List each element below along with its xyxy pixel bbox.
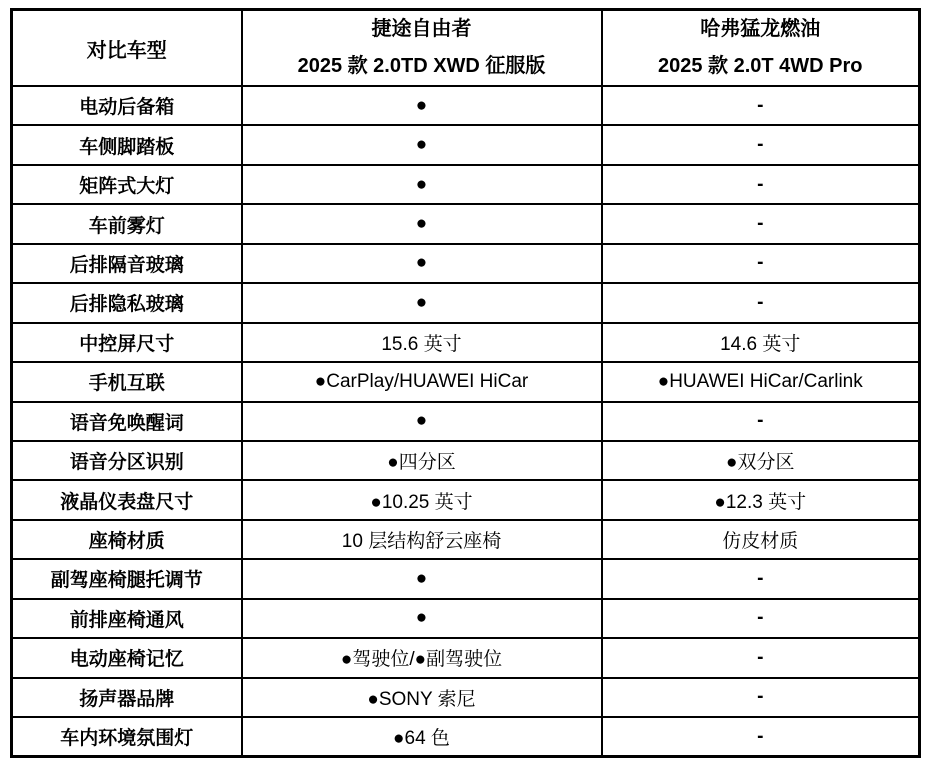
feature-label: 液晶仪表盘尺寸 xyxy=(12,480,242,519)
haval-value: - xyxy=(602,204,920,243)
feature-label: 语音分区识别 xyxy=(12,441,242,480)
jetour-value: ●SONY 索尼 xyxy=(242,678,602,717)
table-row-front-seat-ventilation xyxy=(12,599,920,638)
table-row-ambient-lighting xyxy=(12,717,920,757)
jetour-value: 10 层结构舒云座椅 xyxy=(242,520,602,559)
feature-label: 前排座椅通风 xyxy=(12,599,242,638)
table-row-instrument-cluster-size xyxy=(12,480,920,519)
haval-value: - xyxy=(602,717,920,757)
jetour-value: ● xyxy=(242,402,602,441)
jetour-value: ● xyxy=(242,559,602,598)
haval-model-name: 哈弗猛龙燃油 xyxy=(700,18,821,40)
header-jetour xyxy=(242,10,602,87)
table-row-phone-connectivity xyxy=(12,362,920,401)
feature-label: 矩阵式大灯 xyxy=(12,165,242,204)
feature-label: 车前雾灯 xyxy=(12,204,242,243)
feature-label: 副驾座椅腿托调节 xyxy=(12,559,242,598)
jetour-value: 15.6 英寸 xyxy=(242,323,602,362)
jetour-value: ● xyxy=(242,283,602,322)
jetour-value: ● xyxy=(242,244,602,283)
haval-value: ●12.3 英寸 xyxy=(602,480,920,519)
feature-label: 语音免唤醒词 xyxy=(12,402,242,441)
haval-value: - xyxy=(602,638,920,677)
table-row-passenger-legrest xyxy=(12,559,920,598)
table-row-rear-privacy-glass xyxy=(12,283,920,322)
jetour-model-name: 捷途自由者 xyxy=(371,18,472,40)
feature-label: 中控屏尺寸 xyxy=(12,323,242,362)
table-row-side-steps xyxy=(12,125,920,164)
feature-label: 扬声器品牌 xyxy=(12,678,242,717)
table-row-front-fog-lights xyxy=(12,204,920,243)
jetour-value: ●CarPlay/HUAWEI HiCar xyxy=(242,362,602,401)
haval-value: - xyxy=(602,678,920,717)
haval-value: - xyxy=(602,244,920,283)
table-row-seat-material xyxy=(12,520,920,559)
header-compare-models: 对比车型 xyxy=(12,10,242,87)
feature-label: 车内环境氛围灯 xyxy=(12,717,242,757)
jetour-value: ●10.25 英寸 xyxy=(242,480,602,519)
jetour-value: ●64 色 xyxy=(242,717,602,757)
feature-label: 后排隐私玻璃 xyxy=(12,283,242,322)
haval-value: - xyxy=(602,283,920,322)
haval-value: - xyxy=(602,559,920,598)
haval-value: ●双分区 xyxy=(602,441,920,480)
car-comparison-table xyxy=(10,8,921,758)
table-row-electric-tailgate xyxy=(12,86,920,125)
haval-value: 14.6 英寸 xyxy=(602,323,920,362)
table-row-power-seat-memory xyxy=(12,638,920,677)
jetour-value: ●四分区 xyxy=(242,441,602,480)
table-row-voice-zone-recognition xyxy=(12,441,920,480)
jetour-value: ● xyxy=(242,204,602,243)
table-row-matrix-headlights xyxy=(12,165,920,204)
feature-label: 手机互联 xyxy=(12,362,242,401)
table-row-wake-word-free-voice xyxy=(12,402,920,441)
jetour-value: ● xyxy=(242,86,602,125)
haval-trim-name: 2025 款 2.0T 4WD Pro xyxy=(657,55,863,77)
jetour-value: ● xyxy=(242,599,602,638)
haval-value: 仿皮材质 xyxy=(602,520,920,559)
jetour-value: ●驾驶位/●副驾驶位 xyxy=(242,638,602,677)
header-haval xyxy=(602,10,920,87)
jetour-value: ● xyxy=(242,165,602,204)
feature-label: 座椅材质 xyxy=(12,520,242,559)
jetour-trim-name: 2025 款 2.0TD XWD 征服版 xyxy=(297,55,546,77)
haval-value: ●HUAWEI HiCar/Carlink xyxy=(602,362,920,401)
feature-label: 后排隔音玻璃 xyxy=(12,244,242,283)
table-row-center-screen-size xyxy=(12,323,920,362)
haval-value: - xyxy=(602,125,920,164)
haval-value: - xyxy=(602,86,920,125)
feature-label: 电动座椅记忆 xyxy=(12,638,242,677)
jetour-value: ● xyxy=(242,125,602,164)
table-row-rear-acoustic-glass xyxy=(12,244,920,283)
haval-value: - xyxy=(602,599,920,638)
feature-label: 车侧脚踏板 xyxy=(12,125,242,164)
haval-value: - xyxy=(602,402,920,441)
haval-value: - xyxy=(602,165,920,204)
header-row xyxy=(12,10,920,87)
feature-label: 电动后备箱 xyxy=(12,86,242,125)
table-row-speaker-brand xyxy=(12,678,920,717)
